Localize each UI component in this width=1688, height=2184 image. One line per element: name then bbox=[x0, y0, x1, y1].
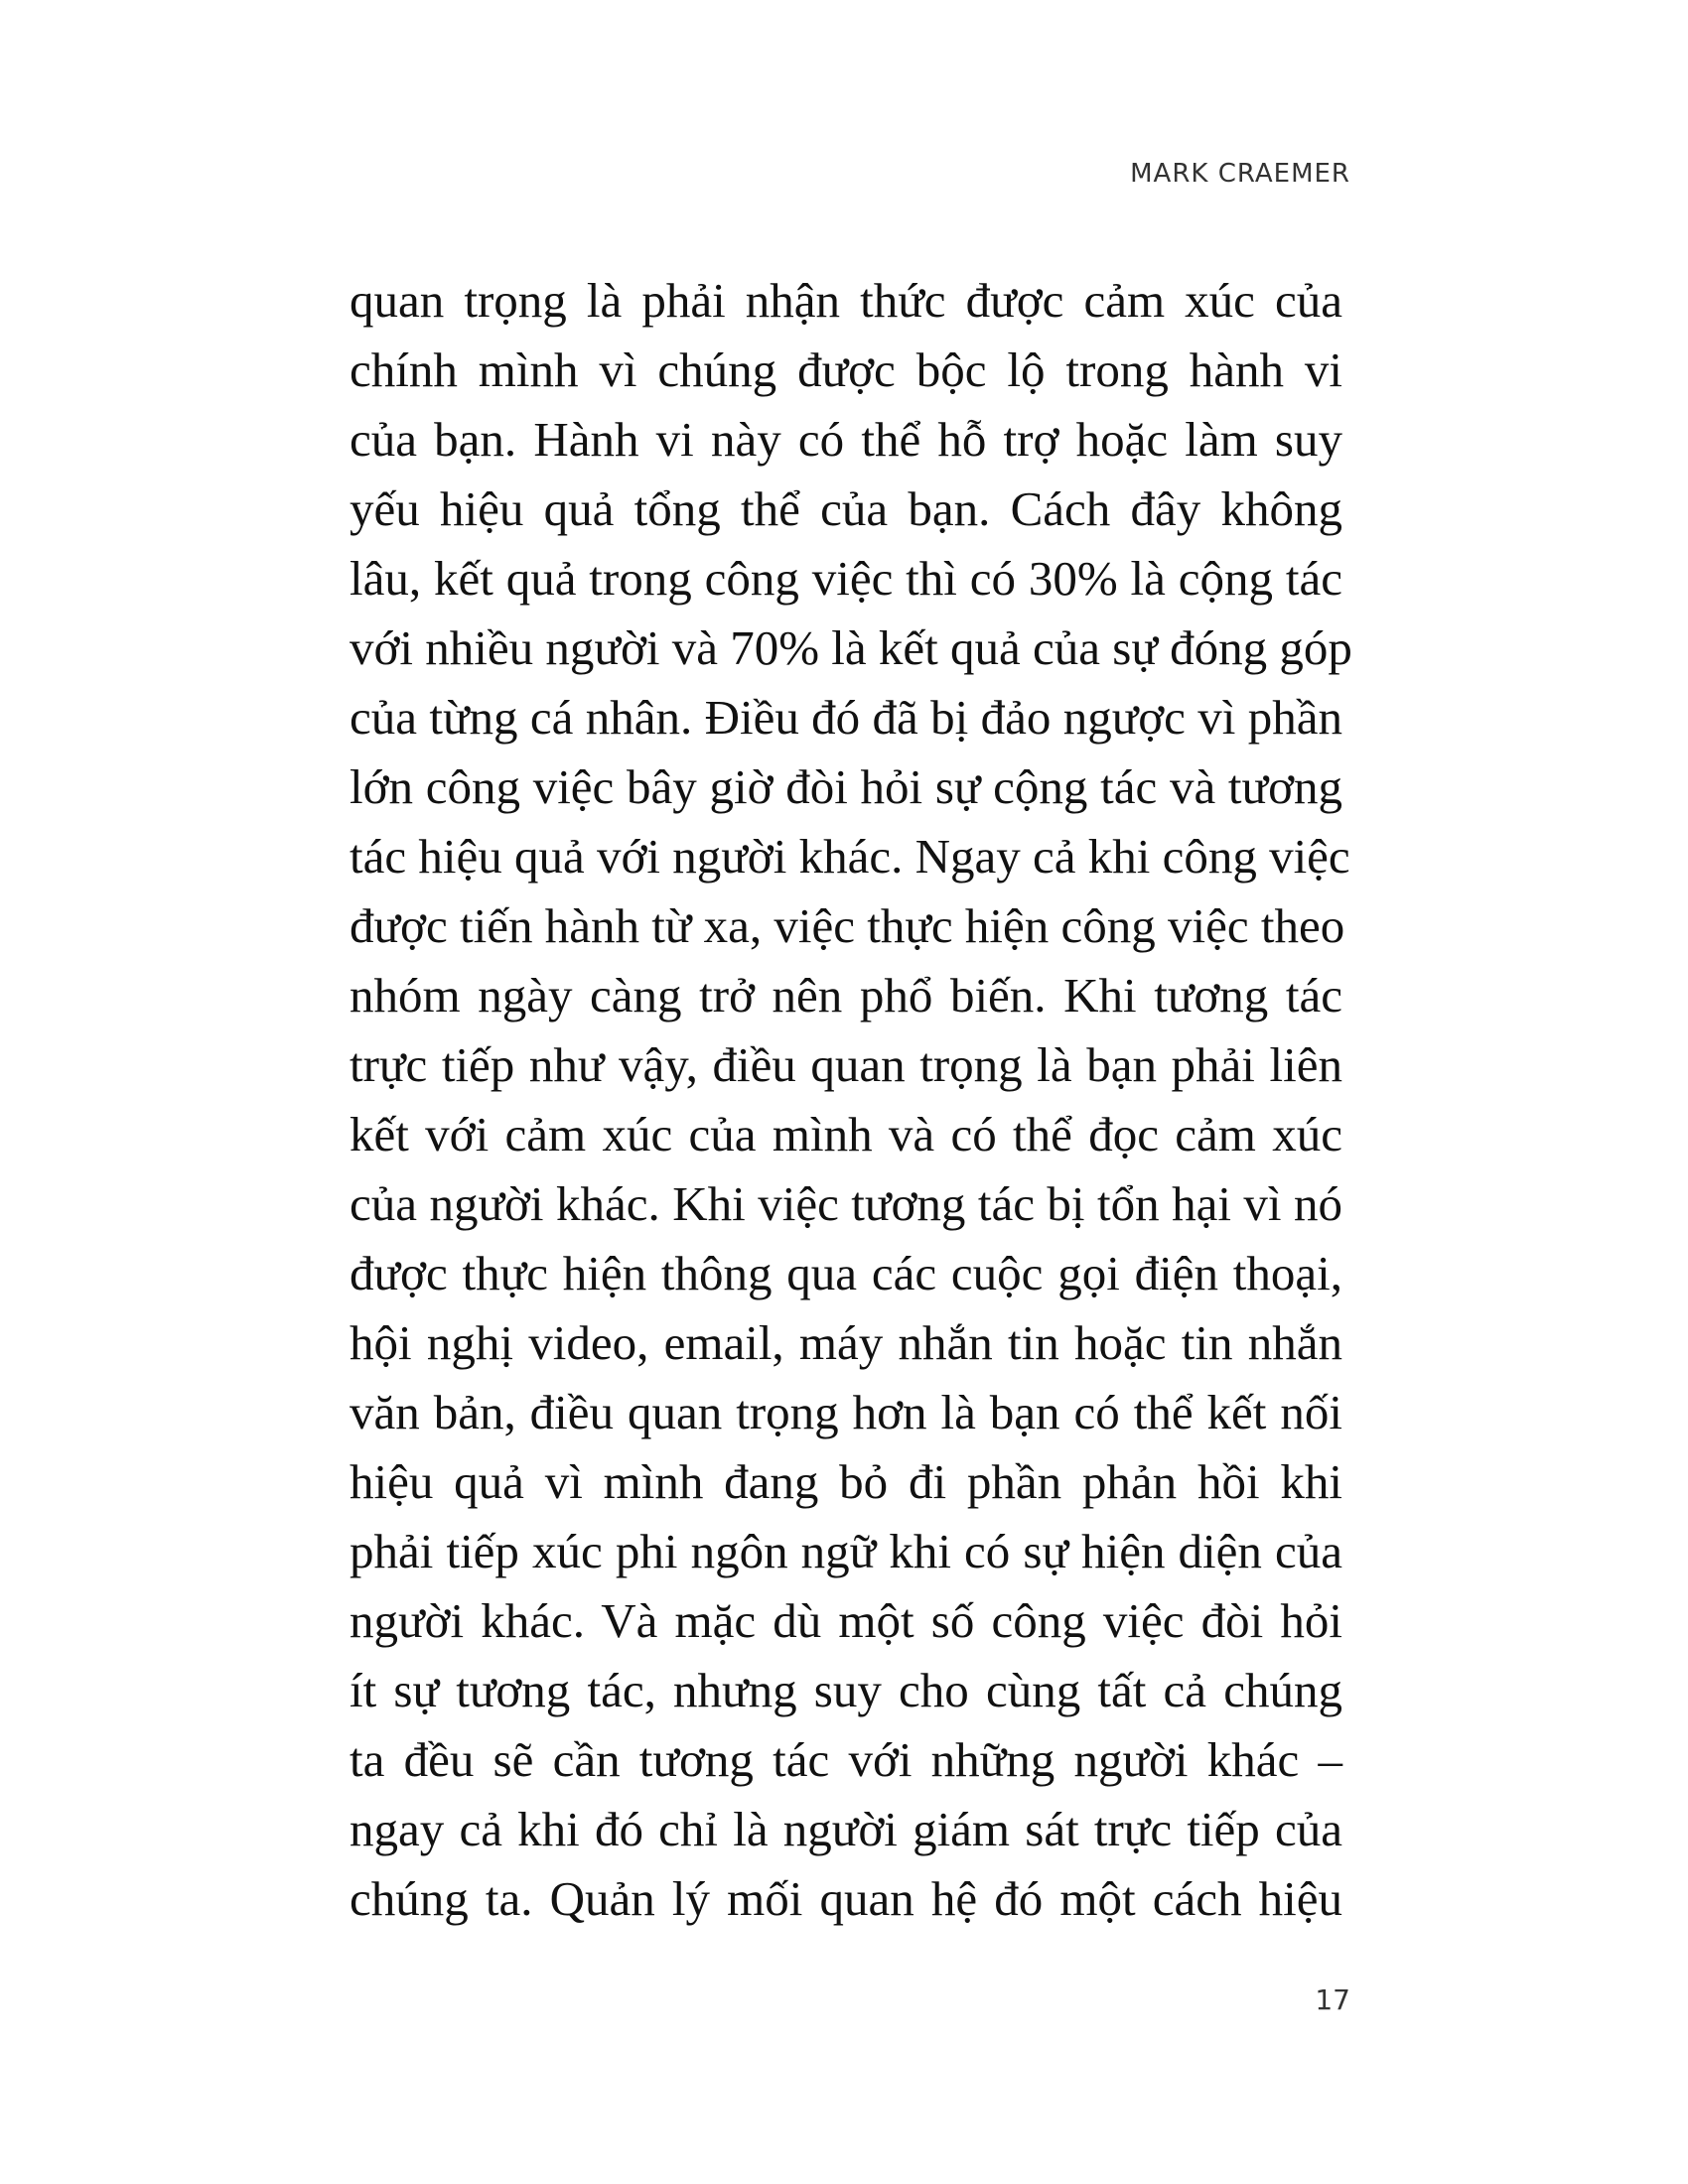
text-line: lớn công việc bây giờ đòi hỏi sự cộng tác và tương bbox=[350, 759, 1342, 814]
text-line: lâu, kết quả trong công việc thì có 30% là cộng tác bbox=[350, 551, 1342, 606]
text-line: quan trọng là phải nhận thức được cảm xúc của bbox=[350, 273, 1342, 328]
text-line: kết với cảm xúc của mình và có thể đọc cảm xúc bbox=[350, 1107, 1342, 1161]
text-line: trực tiếp như vậy, điều quan trọng là bạn phải liên bbox=[350, 1037, 1342, 1092]
text-line: của người khác. Khi việc tương tác bị tổn hại vì nó bbox=[350, 1176, 1342, 1231]
text-line: ta đều sẽ cần tương tác với những người khác – bbox=[350, 1732, 1342, 1787]
text-line: ít sự tương tác, nhưng suy cho cùng tất cả chúng bbox=[350, 1663, 1342, 1717]
page-number: 17 bbox=[1315, 1983, 1350, 2016]
text-line: yếu hiệu quả tổng thể của bạn. Cách đây không bbox=[350, 481, 1342, 536]
text-line: hội nghị video, email, máy nhắn tin hoặc tin nhắn bbox=[350, 1315, 1342, 1370]
text-line: của từng cá nhân. Điều đó đã bị đảo ngược vì phần bbox=[350, 690, 1342, 745]
text-line: nhóm ngày càng trở nên phổ biến. Khi tương tác bbox=[350, 968, 1342, 1023]
text-line: được tiến hành từ xa, việc thực hiện công việc theo bbox=[350, 898, 1345, 953]
text-line: người khác. Và mặc dù một số công việc đòi hỏi bbox=[350, 1593, 1342, 1648]
text-line: chúng ta. Quản lý mối quan hệ đó một cách hiệu bbox=[350, 1871, 1342, 1926]
running-header: MARK CRAEMER bbox=[1130, 159, 1350, 189]
text-line: của bạn. Hành vi này có thể hỗ trợ hoặc làm suy bbox=[350, 412, 1342, 467]
text-line: ngay cả khi đó chỉ là người giám sát trực tiếp của bbox=[350, 1802, 1342, 1856]
text-line: được thực hiện thông qua các cuộc gọi điện thoại, bbox=[350, 1246, 1342, 1300]
text-line: tác hiệu quả với người khác. Ngay cả khi công việc bbox=[350, 829, 1350, 884]
text-line: chính mình vì chúng được bộc lộ trong hành vi bbox=[350, 342, 1342, 397]
text-line: hiệu quả vì mình đang bỏ đi phần phản hồi khi bbox=[350, 1454, 1342, 1509]
text-line: phải tiếp xúc phi ngôn ngữ khi có sự hiện diện của bbox=[350, 1524, 1342, 1578]
text-line: với nhiều người và 70% là kết quả của sự đóng góp bbox=[350, 620, 1352, 675]
body-text bbox=[350, 266, 1352, 1934]
text-line: văn bản, điều quan trọng hơn là bạn có thể kết nối bbox=[350, 1385, 1342, 1439]
